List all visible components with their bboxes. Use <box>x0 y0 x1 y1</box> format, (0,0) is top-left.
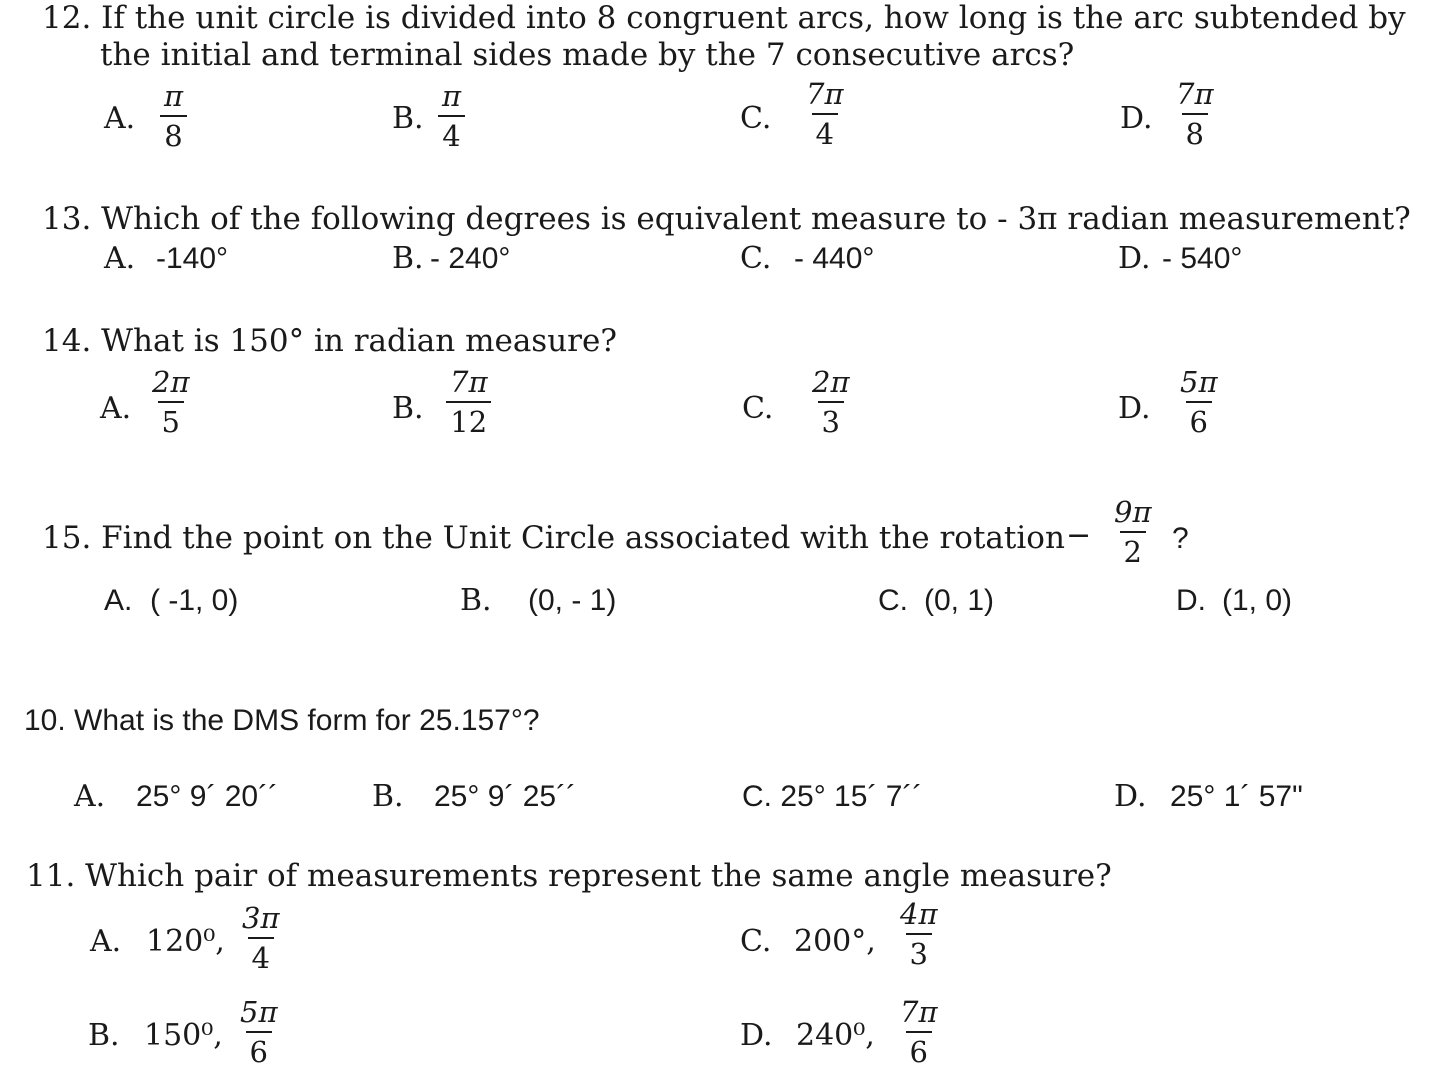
q11-choice-b-fraction[interactable] <box>236 995 282 1069</box>
q11-choice-a-letter[interactable]: A. <box>90 924 122 959</box>
q15-choice-c-letter[interactable]: C. <box>878 584 908 617</box>
q11-question: 11. Which pair of measurements represent the same angle measure? <box>26 858 1112 894</box>
q11-choice-d-degrees[interactable]: 240⁰, <box>796 1018 875 1053</box>
denominator: 2 <box>1120 531 1146 567</box>
q15-choice-c-value[interactable]: (0, 1) <box>924 584 995 617</box>
numerator: π <box>164 79 184 113</box>
q14-choice-d-fraction[interactable] <box>1176 365 1222 439</box>
q11-choice-d-letter[interactable]: D. <box>740 1018 773 1053</box>
q14-choice-a-fraction[interactable] <box>148 365 194 439</box>
denominator: 8 <box>1182 113 1208 149</box>
q14-choice-b-letter[interactable]: B. <box>392 391 424 426</box>
numerator: 7π <box>450 365 488 399</box>
q13-choice-a-letter[interactable]: A. <box>104 241 136 276</box>
denominator: 3 <box>906 933 932 969</box>
q11-choice-d-fraction[interactable] <box>896 995 942 1069</box>
q15-choice-b-value[interactable]: (0, - 1) <box>528 584 617 617</box>
q13-choice-d-letter[interactable]: D. <box>1118 241 1151 276</box>
denominator: 3 <box>818 401 844 437</box>
q13-choice-b-value[interactable]: - 240° <box>430 242 511 275</box>
numerator: 5π <box>1180 365 1218 399</box>
q10-choice-c[interactable]: C. 25° 15´ 7´´ <box>742 780 923 813</box>
q10-choice-a-value[interactable]: 25° 9´ 20´´ <box>136 780 279 813</box>
numerator: 5π <box>240 995 278 1029</box>
q12-choice-b-fraction[interactable] <box>438 79 465 153</box>
q10-question: 10. What is the DMS form for 25.157°? <box>24 704 540 737</box>
q11-choice-a-fraction[interactable] <box>238 901 284 975</box>
denominator: 6 <box>1186 401 1212 437</box>
q12-choice-c-fraction[interactable] <box>802 77 848 151</box>
numerator: 7π <box>900 995 938 1029</box>
q13-choice-d-value[interactable]: - 540° <box>1162 242 1243 275</box>
q11-choice-c-degrees[interactable]: 200°, <box>794 924 876 959</box>
denominator: 4 <box>248 937 274 973</box>
q15-choice-b-letter[interactable]: B. <box>460 583 492 618</box>
denominator: 4 <box>438 115 464 151</box>
numerator: 4π <box>900 897 938 931</box>
q15-choice-a-value[interactable]: ( -1, 0) <box>150 584 239 617</box>
q12-choice-a-letter[interactable]: A. <box>104 101 136 136</box>
q14-choice-c-letter[interactable]: C. <box>742 391 774 426</box>
q12-question-line2: the initial and terminal sides made by the 7 consecutive arcs? <box>100 37 1075 73</box>
q15-choice-d-value[interactable]: (1, 0) <box>1222 584 1293 617</box>
q15-rotation-fraction <box>1110 495 1156 569</box>
q15-minus-sign: − <box>1066 518 1092 553</box>
denominator: 6 <box>246 1031 272 1067</box>
numerator: 7π <box>1176 77 1214 111</box>
q15-question-mark: ? <box>1172 522 1189 555</box>
q13-question: 13. Which of the following degrees is equivalent measure to - 3π radian measurement? <box>42 201 1411 237</box>
q15-choice-d-letter[interactable]: D. <box>1176 584 1206 617</box>
q11-choice-b-degrees[interactable]: 150⁰, <box>144 1018 223 1053</box>
denominator: 5 <box>158 401 184 437</box>
q14-choice-c-fraction[interactable] <box>808 365 854 439</box>
numerator: 3π <box>242 901 280 935</box>
denominator: 4 <box>812 113 838 149</box>
q10-choice-a-letter[interactable]: A. <box>74 779 106 814</box>
q14-choice-a-letter[interactable]: A. <box>100 391 132 426</box>
q14-question: 14. What is 150° in radian measure? <box>42 323 617 359</box>
q12-choice-b-letter[interactable]: B. <box>392 101 424 136</box>
q13-choice-b-letter[interactable]: B. <box>392 241 424 276</box>
q13-choice-c-letter[interactable]: C. <box>740 241 772 276</box>
q11-choice-c-letter[interactable]: C. <box>740 924 772 959</box>
numerator: 9π <box>1114 495 1152 529</box>
q10-choice-d-letter[interactable]: D. <box>1114 779 1147 814</box>
q15-question: 15. Find the point on the Unit Circle associated with the rotation <box>42 520 1065 556</box>
q10-choice-b-letter[interactable]: B. <box>372 779 404 814</box>
q12-choice-a-fraction[interactable] <box>160 79 187 153</box>
q10-choice-d-value[interactable]: 25° 1´ 57" <box>1170 780 1303 813</box>
q12-question-line1: 12. If the unit circle is divided into 8 congruent arcs, how long is the arc subtended by <box>42 0 1406 36</box>
q12-choice-c-letter[interactable]: C. <box>740 101 772 136</box>
q14-choice-d-letter[interactable]: D. <box>1118 391 1151 426</box>
denominator: 8 <box>160 115 186 151</box>
q12-choice-d-letter[interactable]: D. <box>1120 101 1153 136</box>
q13-choice-c-value[interactable]: - 440° <box>794 242 875 275</box>
numerator: 7π <box>806 77 844 111</box>
numerator: 2π <box>152 365 190 399</box>
q10-choice-b-value[interactable]: 25° 9´ 25´´ <box>434 780 577 813</box>
q13-choice-a-value[interactable]: -140° <box>156 242 229 275</box>
denominator: 12 <box>446 401 491 437</box>
q11-choice-a-degrees[interactable]: 120⁰, <box>146 924 225 959</box>
numerator: 2π <box>812 365 850 399</box>
q11-choice-b-letter[interactable]: B. <box>88 1018 120 1053</box>
denominator: 6 <box>906 1031 932 1067</box>
q11-choice-c-fraction[interactable] <box>896 897 942 971</box>
q15-choice-a-letter[interactable]: A. <box>104 584 133 617</box>
q12-choice-d-fraction[interactable] <box>1172 77 1218 151</box>
q14-choice-b-fraction[interactable] <box>446 365 492 439</box>
numerator: π <box>442 79 462 113</box>
